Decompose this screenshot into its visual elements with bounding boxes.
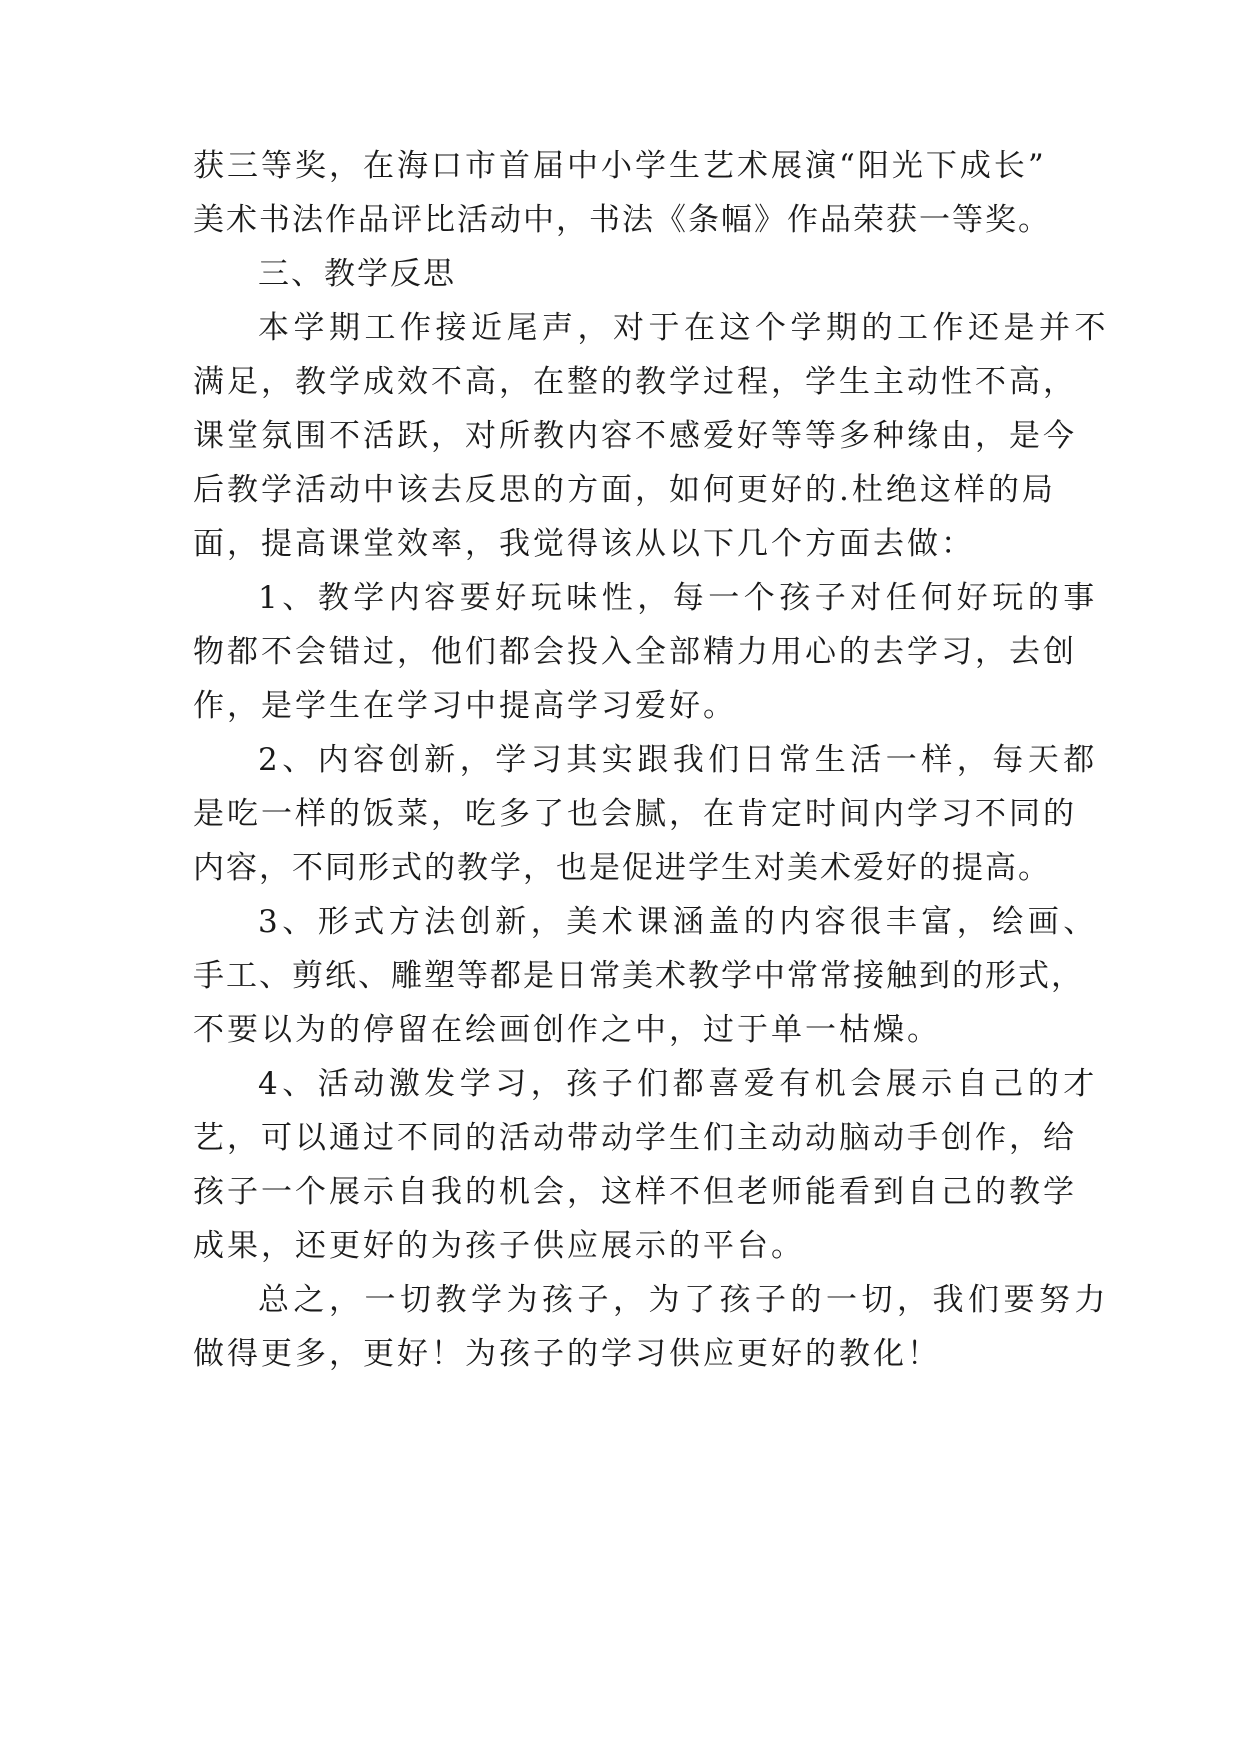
text-line: 不要以为的停留在绘画创作之中，过于单一枯燥。 xyxy=(193,1012,941,1048)
text-line: 成果，还更好的为孩子供应展示的平台。 xyxy=(193,1228,805,1264)
text-line: 本学期工作接近尾声，对于在这个学期的工作还是并不 xyxy=(258,310,1110,346)
text-line: 面，提高课堂效率，我觉得该从以下几个方面去做： xyxy=(193,526,975,562)
text-line: 获三等奖，在海口市首届中小学生艺术展演“阳光下成长” xyxy=(193,148,1047,184)
text-line: 4、活动激发学习，孩子们都喜爱有机会展示自己的才 xyxy=(258,1066,1099,1102)
text-line: 课堂氛围不活跃，对所教内容不感爱好等等多种缘由，是今 xyxy=(193,418,1077,454)
text-line: 物都不会错过，他们都会投入全部精力用心的去学习，去创 xyxy=(193,634,1077,670)
text-line: 总之，一切教学为孩子，为了孩子的一切，我们要努力 xyxy=(258,1282,1110,1318)
text-line: 作，是学生在学习中提高学习爱好。 xyxy=(193,688,737,724)
text-line: 内容，不同形式的教学，也是促进学生对美术爱好的提高。 xyxy=(193,850,1051,886)
text-line: 是吃一样的饭菜，吃多了也会腻，在肯定时间内学习不同的 xyxy=(193,796,1077,832)
text-line: 手工、剪纸、雕塑等都是日常美术教学中常常接触到的形式， xyxy=(193,958,1084,994)
text-line: 艺，可以通过不同的活动带动学生们主动动脑动手创作，给 xyxy=(193,1120,1077,1156)
text-line: 3、形式方法创新，美术课涵盖的内容很丰富，绘画、 xyxy=(258,904,1099,940)
text-line: 做得更多，更好！为孩子的学习供应更好的教化！ xyxy=(193,1336,941,1372)
text-line: 后教学活动中该去反思的方面，如何更好的.杜绝这样的局 xyxy=(193,472,1056,508)
section-heading: 三、教学反思 xyxy=(258,256,456,292)
text-line: 美术书法作品评比活动中，书法《条幅》作品荣获一等奖。 xyxy=(193,202,1051,238)
text-line: 孩子一个展示自我的机会，这样不但老师能看到自己的教学 xyxy=(193,1174,1077,1210)
text-line: 1、教学内容要好玩味性，每一个孩子对任何好玩的事 xyxy=(258,580,1099,616)
text-line: 满足，教学成效不高，在整的教学过程，学生主动性不高， xyxy=(193,364,1077,400)
text-line: 2、内容创新，学习其实跟我们日常生活一样，每天都 xyxy=(258,742,1099,778)
